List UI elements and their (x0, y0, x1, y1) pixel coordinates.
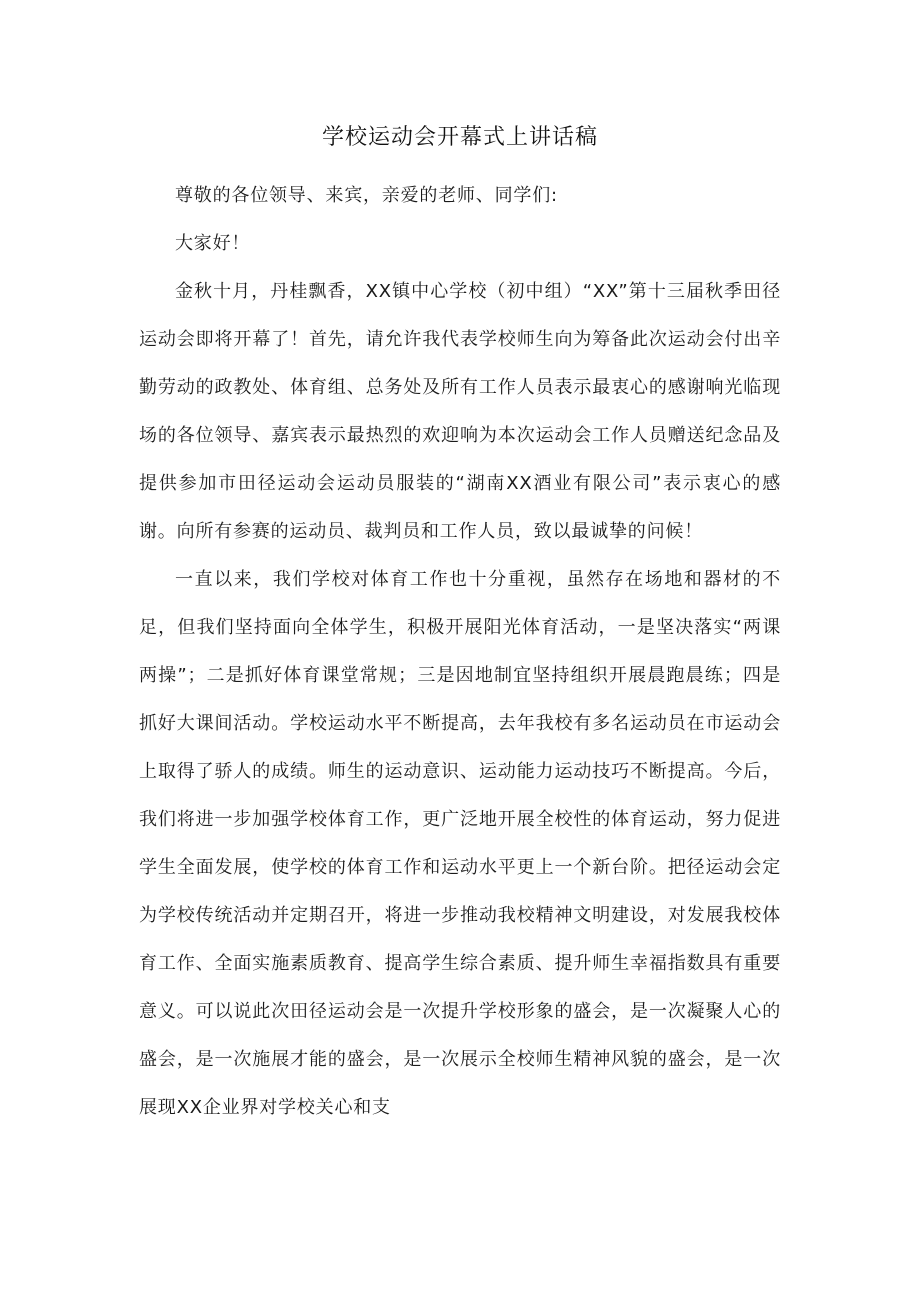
body-paragraph-1: 金秋十月，丹桂飘香，XX镇中心学校（初中组）“XX”第十三届秋季田径运动会即将开幕了！首先，请允许我代表学校师生向为筹备此次运动会付出辛勤劳动的政教处、体育组、总务处及所有工作人员表示最衷心的感谢响光临现场的各位领导、嘉宾表示最热烈的欢迎响为本次运动会工作人员赠送纪念品及提供参加市田径运动会运动员服装的“湖南XX酒业有限公司”表示衷心的感谢。向所有参赛的运动员、裁判员和工作人员，致以最诚挚的问候！ (139, 281, 781, 542)
body-paragraph-2: 一直以来，我们学校对体育工作也十分重视，虽然存在场地和器材的不足，但我们坚持面向全体学生，积极开展阳光体育活动，一是坚决落实“两课两操”；二是抓好体育课堂常规；三是因地制宜坚持组织开展晨跑晨练；四是抓好大课间活动。学校运动水平不断提高，去年我校有多名运动员在市运动会上取得了骄人的成绩。师生的运动意识、运动能力运动技巧不断提高。今后，我们将进一步加强学校体育工作，更广泛地开展全校性的体育运动，努力促进学生全面发展，使学校的体育工作和运动水平更上一个新台阶。把径运动会定为学校传统活动并定期召开，将进一步推动我校精神文明建设，对发展我校体育工作、全面实施素质教育、提高学生综合素质、提升师生幸福指数具有重要意义。可以说此次田径运动会是一次提升学校形象的盛会，是一次凝聚人心的盛会，是一次施展才能的盛会，是一次展示全校师生精神风貌的盛会，是一次展现XX企业界对学校关心和支 (139, 569, 781, 1118)
document-body (139, 172, 781, 1132)
salutation-paragraph: 尊敬的各位领导、来宾，亲爱的老师、同学们: (175, 185, 558, 206)
document-title: 学校运动会开幕式上讲话稿 (321, 125, 598, 150)
greeting-paragraph: 大家好！ (175, 233, 251, 254)
